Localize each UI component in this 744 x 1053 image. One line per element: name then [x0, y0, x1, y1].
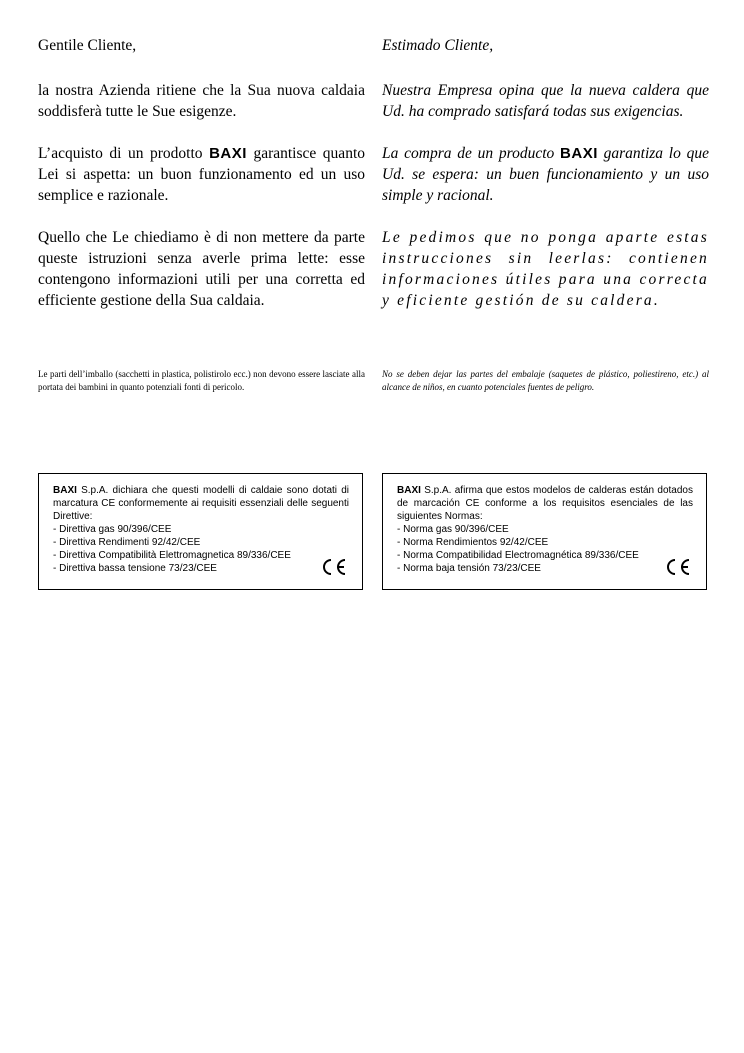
norm-item: - Norma baja tensión 73/23/CEE [397, 563, 541, 574]
italian-paragraph-3: Quello che Le chiediamo è di non mettere da parte queste istruzioni senza averle prima lette: esse contengono informazioni utili per una corretta ed efficiente gestione della Sua caldaia. [38, 229, 365, 309]
norm-item: - Norma gas 90/396/CEE [397, 524, 509, 535]
spanish-declaration-intro: S.p.A. afirma que estos modelos de calderas están dotados de marcación CE conforme a los requisitos esenciales de las siguientes Normas: [397, 485, 693, 522]
spanish-paragraph-2 [382, 143, 709, 206]
spanish-column [382, 35, 709, 332]
spanish-declaration-text [397, 484, 693, 523]
norm-item: - Norma Compatibilidad Electromagnética 89/336/CEE [397, 550, 639, 561]
spanish-greeting: Estimado Cliente, [382, 37, 494, 54]
directive-item: - Direttiva Compatibilità Elettromagnetica 89/336/CEE [53, 550, 291, 561]
baxi-brand-text: BAXI [560, 145, 598, 162]
italian-declaration-intro: S.p.A. dichiara che questi modelli di caldaie sono dotati di marcatura CE conformemente ai requisiti essenziali delle seguenti Direttive: [53, 485, 349, 522]
spanish-norm-list [397, 523, 706, 575]
italian-greeting: Gentile Cliente, [38, 37, 137, 54]
spanish-p2-end: garantiza lo que Ud. se espera: un buen funcionamiento y un uso simple y racional. [382, 145, 709, 204]
italian-paragraph-1: la nostra Azienda ritiene che la Sua nuova caldaia soddisferà tutte le Sue esigenze. [38, 82, 365, 120]
spanish-safety-note: No se deben dejar las partes del embalaje (saquetes de plástico, poliestireno, etc.) al alcance de niños, en cuanto potenciales fuentes de peligro. [382, 369, 709, 392]
spanish-ce-declaration-box [382, 473, 707, 590]
spanish-p2-start: La compra de un producto [382, 145, 561, 162]
italian-ce-declaration-box [38, 473, 363, 590]
italian-safety-note: Le parti dell’imballo (sacchetti in plastica, polistirolo ecc.) non devono essere lasciate alla portata dei bambini in quanto potenziali fonti di pericolo. [38, 369, 365, 392]
directive-item: - Direttiva bassa tensione 73/23/CEE [53, 563, 217, 574]
spanish-paragraph-1: Nuestra Empresa opina que la nueva caldera que Ud. ha comprado satisfará todas sus exigencias. [382, 82, 709, 120]
italian-declaration-text [53, 484, 349, 523]
baxi-brand-text: BAXI [53, 485, 77, 496]
italian-column [38, 35, 365, 332]
spanish-paragraph-3: Le pedimos que no ponga aparte estas instrucciones sin leerlas: contienen informaciones útiles para una correcta y eficiente gestión de su caldera. [382, 229, 709, 309]
baxi-brand-text: BAXI [397, 485, 421, 496]
italian-paragraph-2 [38, 143, 365, 206]
italian-directive-list [53, 523, 362, 575]
ce-mark-icon [664, 557, 692, 577]
directive-item: - Direttiva Rendimenti 92/42/CEE [53, 537, 201, 548]
italian-p2-start: L’acquisto di un prodotto [38, 145, 210, 162]
baxi-brand-text: BAXI [209, 145, 247, 162]
ce-mark-icon [320, 557, 348, 577]
italian-p2-end: garantisce quanto Lei si aspetta: un buon funzionamento ed un uso semplice e razionale. [38, 145, 365, 204]
norm-item: - Norma Rendimientos 92/42/CEE [397, 537, 549, 548]
directive-item: - Direttiva gas 90/396/CEE [53, 524, 172, 535]
